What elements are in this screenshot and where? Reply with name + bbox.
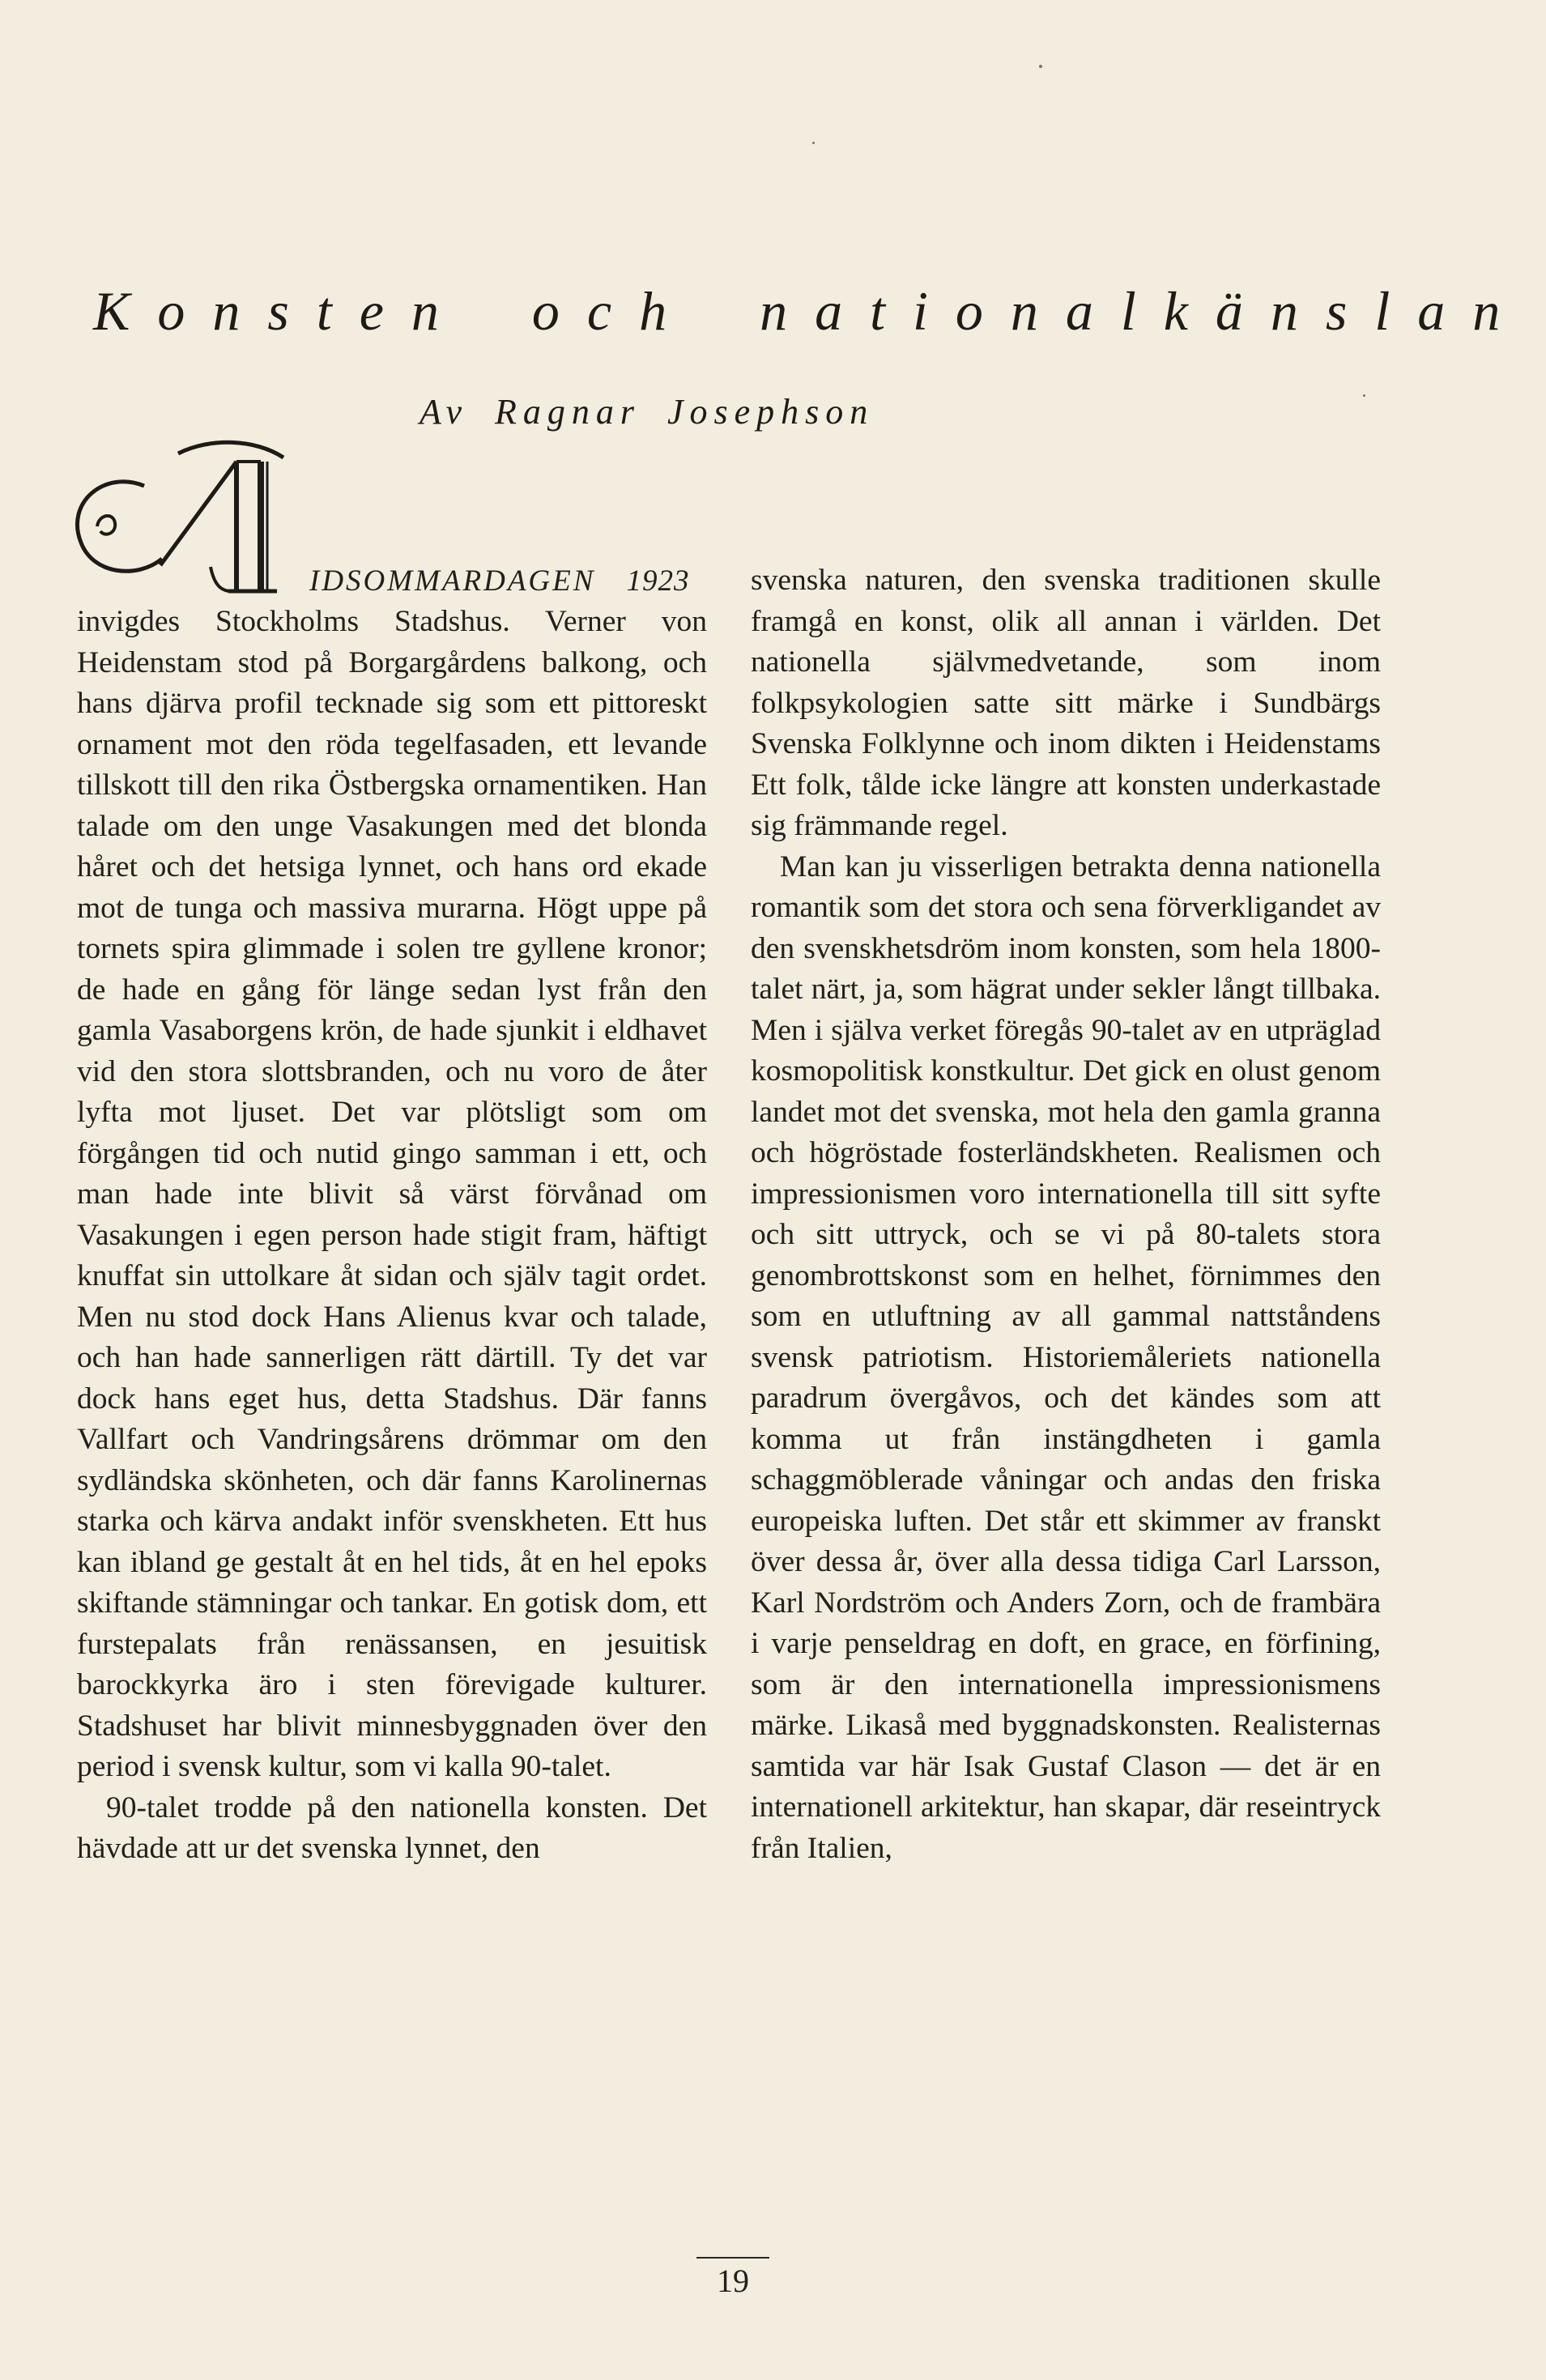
- lead-in-year: 1923: [626, 564, 690, 598]
- paragraph: svenska naturen, den svenska traditionen skulle framgå en konst, olik all annan i världen. Det nationella självmedvetande, som inom folkpsykologien satte sitt märke i Sundbärgs Svenska Folklynne och inom dikten i Heidenstams Ett folk, tålde icke längre att konsten underkastade sig främmande regel.: [751, 564, 1381, 842]
- lead-in: [309, 564, 689, 598]
- paper-speck: [812, 142, 815, 144]
- paper-speck: [1039, 65, 1042, 68]
- paragraph: 90-talet trodde på den nationella konsten. Det hävdade att ur det svenska lynnet, den: [77, 1790, 707, 1865]
- byline: Av Ragnar Josephson: [420, 392, 875, 432]
- lead-in-words: IDSOMMARDAGEN: [309, 564, 596, 598]
- paragraph: Man kan ju visserligen betrakta denna nationella romantik som det stora och sena förverkligandet av den svenskhetsdröm inom konsten, som hela 1800-talet närt, ja, som hägrat under sekler långt tillbaka. Men i själva verket föregås 90-talet av en utpräglad kosmopolitisk konstkultur. Det gick en olust genom landet mot det svenska, mot hela den gamla granna och högröstade fosterländskheten. Realismen och impressionismen voro internationella till sitt syfte och sitt uttryck, och se vi på 80-talets stora genombrottskonst som en helhet, förnimmes den som en utluftning av all gammal nattståndens svensk patriotism. Historiemåleriets nationella paradrum övergåvos, och det kändes som att komma ut från instängdheten i gamla schaggmöblerade våningar och andas den friska europeiska luften. Det står ett skimmer av franskt över dessa år, över alla dessa tidiga Carl Larsson, Karl Nordström och Anders Zorn, och de frambära i varje penseldrag en doft, en grace, en förfining, som är den internationella impressionismens märke. Likaså med byggnadskonsten. Realisternas samtida var här Isak Gustaf Clason — det är en internationell arkitektur, han skapar, där reseintryck från Italien,: [751, 849, 1381, 1865]
- paper-speck: [1363, 394, 1365, 397]
- paragraph: invigdes Stockholms Stadshus. Verner von Heidenstam stod på Borgargårdens balkong, och hans djärva profil tecknade sig som ett pittoreskt ornament mot den röda tegelfasaden, ett levande tillskott till den rika Östbergska ornamentiken. Han talade om den unge Vasakungen med det blonda håret och det hetsiga lynnet, och hans ord ekade mot de tunga och massiva murarna. Högt uppe på tornets spira glimmade i solen tre gyllene kronor; de hade en gång för länge sedan lyst från den gamla Vasaborgens krön, de hade sjunkit i eldhavet vid den stora slottsbranden, och nu voro de åter lyfta mot ljuset. Det var plötsligt som om förgången tid och nutid gingo samman i ett, och man hade inte blivit så värst förvånad om Vasakungen i egen person hade stigit fram, häftigt knuffat sin uttolkare åt sidan och själv tagit ordet. Men nu stod dock Hans Alienus kvar och talade, och han hade sannerligen rätt därtill. Ty det var dock hans eget hus, detta Stadshus. Där fanns Vallfart och Vandringsårens drömmar om den sydländska skönheten, och där fanns Karolinernas starka och kärva andakt inför svenskheten. Ett hus kan ibland ge gestalt åt en hel tids, åt en hel epoks skiftande stämningar och tankar. En gotisk dom, ett furstepalats från renässansen, en jesuitisk barockkyrka äro i sten förevigade kulturer. Stadshuset har blivit minnesbyggnaden över den period i svensk kultur, som vi kalla 90-talet.: [77, 605, 707, 1783]
- drop-cap-m: [49, 437, 308, 607]
- article-title: Konsten och nationalkänslan: [93, 280, 1528, 342]
- page-number-rule: [696, 2257, 769, 2259]
- left-column: [77, 602, 707, 1870]
- page-number: 19: [717, 2263, 749, 2299]
- right-column: [751, 560, 1381, 1869]
